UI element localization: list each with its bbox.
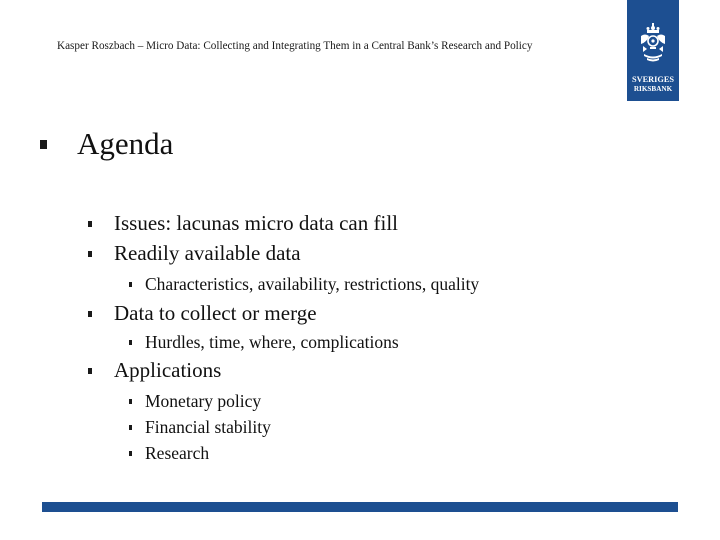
bullet-square-icon xyxy=(40,140,47,149)
agenda-subitem-label: Hurdles, time, where, complications xyxy=(145,332,399,352)
bullet-square-icon xyxy=(129,282,132,287)
bullet-square-icon xyxy=(129,425,132,430)
crown-emblem-icon xyxy=(627,0,679,101)
footer-bar xyxy=(42,502,678,512)
riksbank-logo xyxy=(627,0,679,101)
header-title: Kasper Roszbach – Micro Data: Collecting and Integrating Them in a Central Bank’s Research and Policy xyxy=(57,40,533,52)
logo-line2: RIKSBANK xyxy=(633,85,673,93)
agenda-subitem-label: Monetary policy xyxy=(145,391,262,411)
bullet-square-icon xyxy=(88,221,92,227)
agenda-subitem-label: Research xyxy=(145,443,210,463)
slide-title: Agenda xyxy=(77,126,174,161)
agenda-subitem-label: Financial stability xyxy=(145,417,271,437)
bullet-square-icon xyxy=(129,399,132,404)
bullet-square-icon xyxy=(88,251,92,257)
bullet-square-icon xyxy=(129,340,132,345)
agenda-item-label: Readily available data xyxy=(114,241,301,265)
bullet-square-icon xyxy=(129,451,132,456)
logo-line1: SVERIGES xyxy=(632,75,674,84)
agenda-item-label: Applications xyxy=(114,358,222,382)
agenda-item-label: Issues: lacunas micro data can fill xyxy=(114,211,398,235)
agenda-item-label: Data to collect or merge xyxy=(114,301,317,325)
agenda-subitem-label: Characteristics, availability, restrictions, quality xyxy=(145,274,480,294)
bullet-square-icon xyxy=(88,311,92,317)
bullet-square-icon xyxy=(88,368,92,374)
